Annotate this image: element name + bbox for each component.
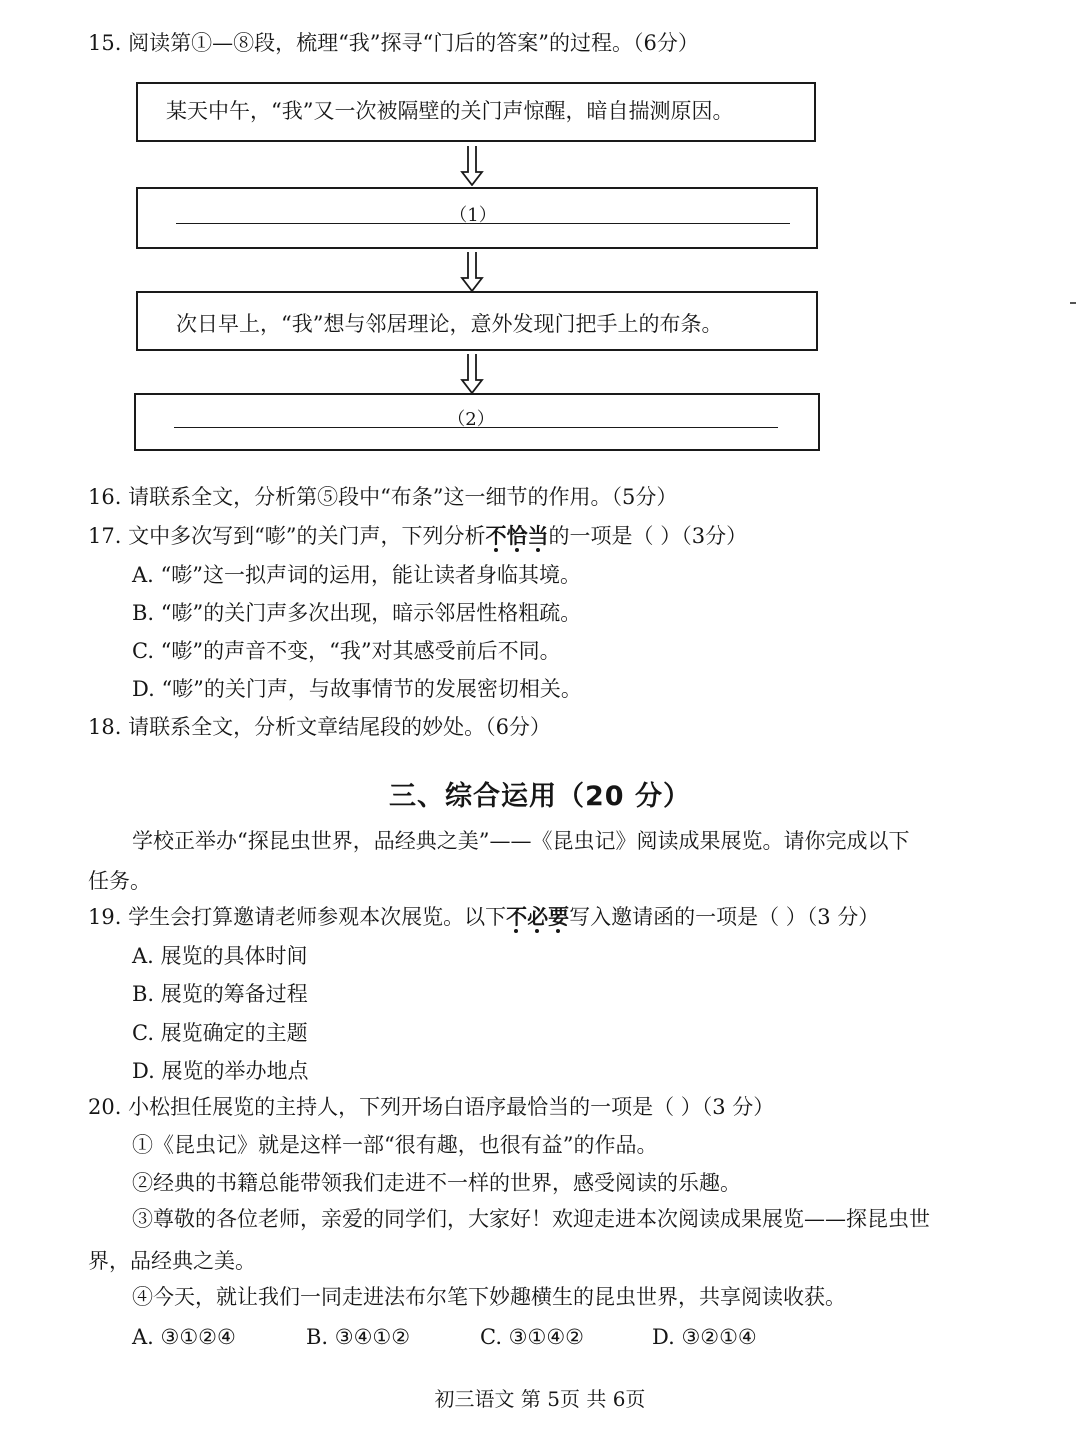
question-17-emphasis bbox=[486, 523, 549, 548]
flow-arrow-down-icon bbox=[460, 146, 484, 186]
emphasis-dot bbox=[536, 548, 540, 552]
emphasis-dot bbox=[514, 929, 518, 933]
question-20-answer-options bbox=[0, 1322, 1080, 1352]
emphasis-dot bbox=[515, 548, 519, 552]
question-19-suffix: 写入邀请函的一项是（ ）（3 分） bbox=[569, 905, 880, 929]
emphasis-text: 不必要 bbox=[506, 904, 570, 929]
question-19-emphasis bbox=[506, 904, 569, 929]
flow-arrow-down-icon bbox=[460, 252, 484, 292]
section-3-intro-line-2: 任务。 bbox=[88, 869, 151, 893]
blank-2-underline bbox=[174, 427, 778, 428]
question-17-prefix: 17. 文中多次写到“嘭”的关门声，下列分析 bbox=[88, 524, 486, 548]
question-18: 18. 请联系全文，分析文章结尾段的妙处。（6分） bbox=[88, 715, 551, 739]
blank-1-label: （1） bbox=[449, 205, 497, 226]
question-17-suffix: 的一项是（ ）（3分） bbox=[548, 524, 748, 548]
page-footer: 初三语文 第 5页 共 6页 bbox=[434, 1387, 646, 1411]
emphasis-dot bbox=[494, 548, 498, 552]
emphasis-text: 不恰当 bbox=[485, 523, 549, 548]
question-20-sentence-2: ②经典的书籍总能带领我们走进不一样的世界，感受阅读的乐趣。 bbox=[132, 1171, 741, 1195]
question-17-option-d: D. “嘭”的关门声，与故事情节的发展密切相关。 bbox=[132, 677, 582, 701]
emphasis-dot bbox=[556, 929, 560, 933]
question-19-option-d: D. 展览的举办地点 bbox=[132, 1059, 309, 1083]
question-16: 16. 请联系全文，分析第⑤段中“布条”这一细节的作用。（5分） bbox=[88, 485, 678, 509]
question-15-stem: 15. 阅读第①—⑧段，梳理“我”探寻“门后的答案”的过程。（6分） bbox=[88, 31, 699, 55]
section-3-title: 三、综合运用（20 分） bbox=[389, 781, 691, 812]
question-17-option-a: A. “嘭”这一拟声词的运用，能让读者身临其境。 bbox=[132, 563, 581, 587]
flow-box-1-text: 某天中午，“我”又一次被隔壁的关门声惊醒，暗自揣测原因。 bbox=[166, 99, 734, 123]
question-19-stem bbox=[88, 902, 879, 932]
flow-box-4-blank bbox=[134, 393, 820, 451]
emphasis-dot bbox=[535, 929, 539, 933]
flow-box-2-blank bbox=[136, 187, 818, 249]
question-20-option-d: D. ③②①④ bbox=[652, 1325, 757, 1349]
question-20-stem: 20. 小松担任展览的主持人，下列开场白语序最恰当的一项是（ ）（3 分） bbox=[88, 1095, 775, 1119]
flow-box-3-text: 次日早上，“我”想与邻居理论，意外发现门把手上的布条。 bbox=[176, 312, 723, 336]
question-19-option-c: C. 展览确定的主题 bbox=[132, 1021, 308, 1045]
blank-2-label: （2） bbox=[447, 409, 495, 430]
question-20-sentence-3-line-2: 界，品经典之美。 bbox=[88, 1249, 256, 1273]
question-17-stem bbox=[88, 521, 747, 551]
question-20-option-c: C. ③①④② bbox=[480, 1325, 584, 1349]
section-3-intro-line-1: 学校正举办“探昆虫世界，品经典之美”——《昆虫记》阅读成果展览。请你完成以下 bbox=[132, 829, 910, 853]
question-20-sentence-4: ④今天，就让我们一同走进法布尔笔下妙趣横生的昆虫世界，共享阅读收获。 bbox=[132, 1285, 846, 1309]
question-17-option-c: C. “嘭”的声音不变，“我”对其感受前后不同。 bbox=[132, 639, 561, 663]
flow-arrow-down-icon bbox=[460, 354, 484, 394]
question-17-option-b: B. “嘭”的关门声多次出现，暗示邻居性格粗疏。 bbox=[132, 601, 582, 625]
question-19-prefix: 19. 学生会打算邀请老师参观本次展览。以下 bbox=[88, 905, 507, 929]
question-19-option-a: A. 展览的具体时间 bbox=[132, 944, 308, 968]
flow-box-3 bbox=[136, 291, 818, 351]
flow-box-1 bbox=[136, 82, 816, 142]
blank-1-underline bbox=[176, 223, 790, 224]
question-19-option-b: B. 展览的筹备过程 bbox=[132, 982, 308, 1006]
question-20-sentence-3-line-1: ③尊敬的各位老师，亲爱的同学们，大家好！欢迎走进本次阅读成果展览——探昆虫世 bbox=[132, 1207, 930, 1231]
scan-mark bbox=[1070, 302, 1076, 304]
question-20-sentence-1: ①《昆虫记》就是这样一部“很有趣，也很有益”的作品。 bbox=[132, 1133, 658, 1157]
question-20-option-b: B. ③④①② bbox=[306, 1325, 411, 1349]
question-20-option-a: A. ③①②④ bbox=[132, 1325, 236, 1349]
